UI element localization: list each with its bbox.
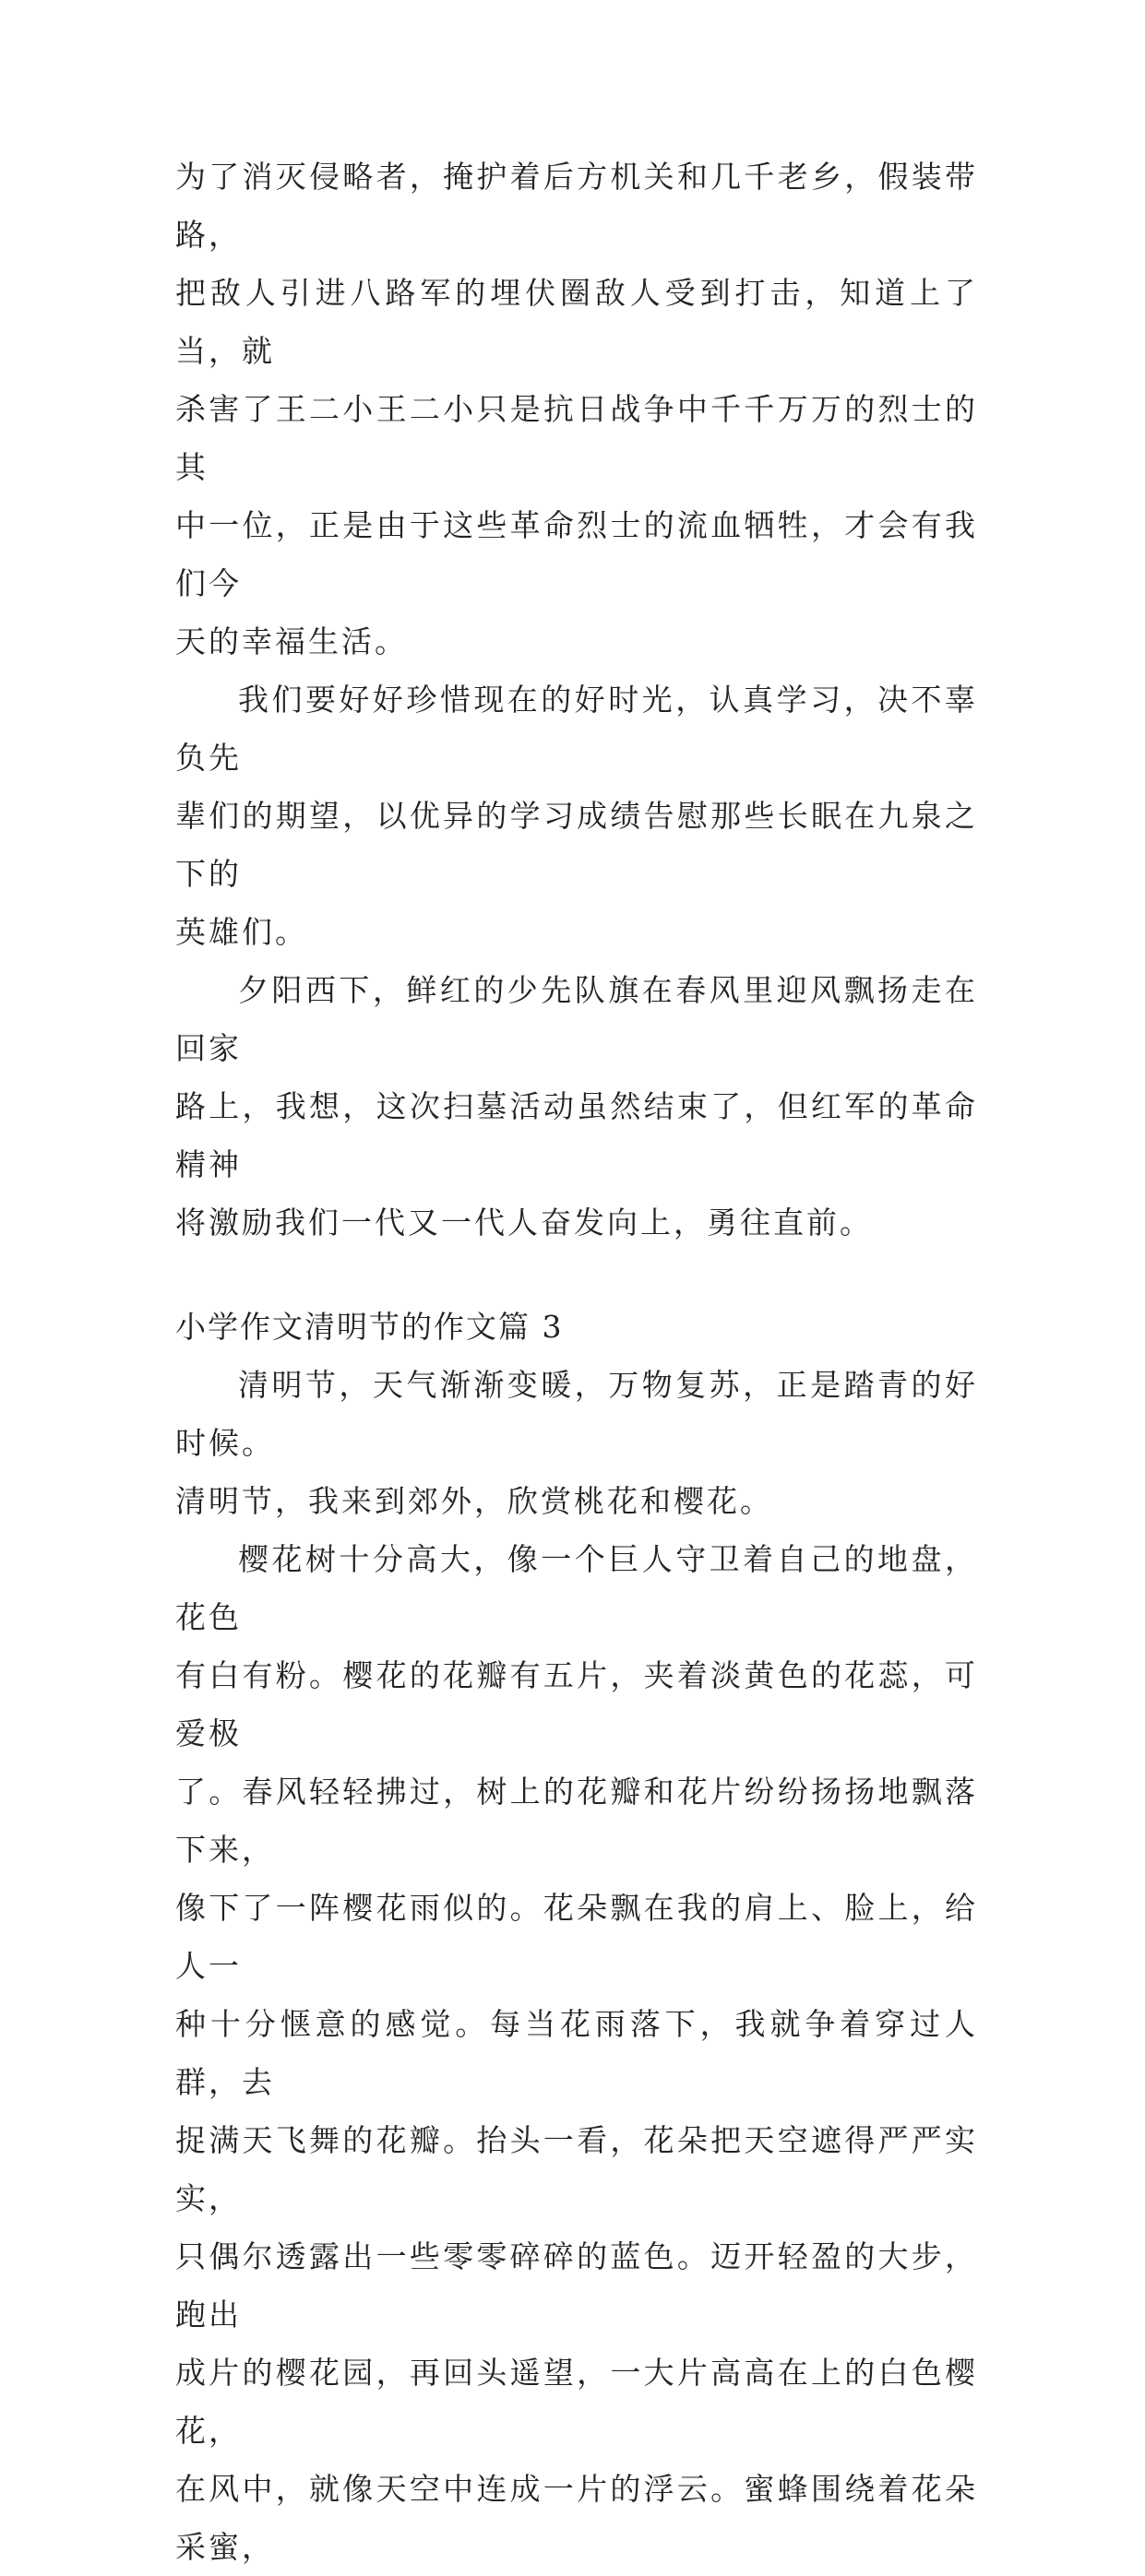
paragraph-sunset: 夕阳西下，鲜红的少先队旗在春风里迎风飘扬走在回家 路上，我想，这次扫墓活动虽然结束了，但红军的革命精神 将激励我们一代又一代人奋发向上，勇往直前。 (175, 972, 978, 1241)
paragraph-cherish-time: 我们要好好珍惜现在的好时光，认真学习，决不辜负先 辈们的期望，以优异的学习成绩告慰那些长眠在九泉之下的 英雄们。 (175, 682, 978, 950)
document-body (175, 148, 978, 2576)
paragraph-qingming: 清明节，天气渐渐变暖，万物复苏，正是踏青的好时候。 清明节，我来到郊外，欣赏桃花和樱花。 (175, 1367, 978, 1519)
section-spacer (175, 1252, 978, 1298)
paragraph-wang-erxiao: 为了消灭侵略者，掩护着后方机关和几千老乡，假装带路， 把敌人引进八路军的埋伏圈敌人受到打击，知道上了当，就 杀害了王二小王二小只是抗日战争中千千万万的烈士的其 中一位，正是由于这些革命烈士的流血牺牲，才会有我们今 天的幸福生活。 (175, 159, 978, 659)
paragraph-cherry-blossom: 樱花树十分高大，像一个巨人守卫着自己的地盘，花色 有白有粉。樱花的花瓣有五片，夹着淡黄色的花蕊，可爱极 了。春风轻轻拂过，树上的花瓣和花片纷纷扬扬地飘落下来， 像下了一阵樱花雨似的。花朵飘在我的肩上、脸上，给人一 种十分惬意的感觉。每当花雨落下，我就争着穿过人群，去 捉满天飞舞的花瓣。抬头一看，花朵把天空遮得严严实实， 只偶尔透露出一些零零碎碎的蓝色。迈开轻盈的大步，跑出 成片的樱花园，再回头遥望，一大片高高在上的白色樱花， 在风中，就像天空中连成一片的浮云。蜜蜂围绕着花朵采蜜， (175, 1541, 978, 2565)
section-heading: 小学作文清明节的作文篇 3 (175, 1309, 564, 1345)
